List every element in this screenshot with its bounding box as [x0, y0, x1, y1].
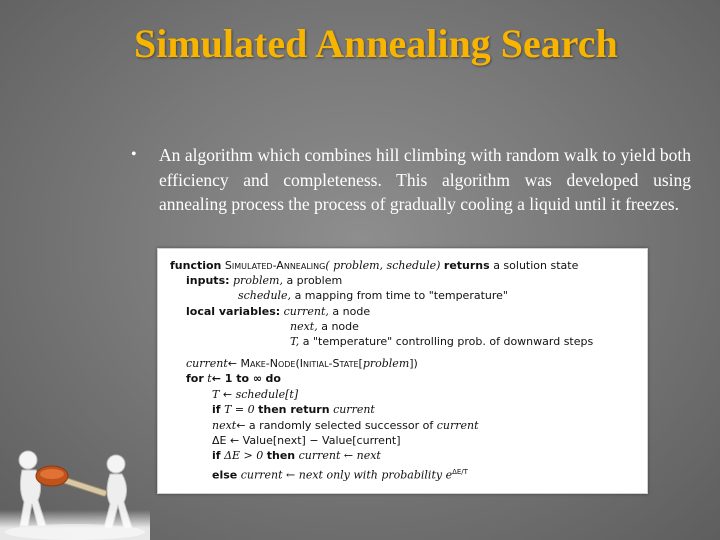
bullet-text: An algorithm which combines hill climbing with random walk to yield both efficiency and completeness. This algorithm was developed using annealing process the process of gradually cooling a liquid until it freezes. — [159, 145, 691, 214]
bullet-icon: • — [131, 146, 137, 163]
algo-line-10: if T = 0 then return current — [212, 403, 375, 416]
algo-line-6: T, a "temperature" controlling prob. of downward steps — [290, 335, 594, 348]
algo-line-12: ΔE ← Value[next] − Value[current] — [212, 434, 401, 447]
bullet-point — [131, 143, 691, 217]
algo-line-11: next← a randomly selected successor of current — [212, 419, 479, 432]
algorithm-pseudocode-image — [157, 248, 648, 494]
slide-title: Simulated Annealing Search — [134, 21, 618, 66]
algo-line-1: function Simulated-Annealing( problem, schedule) returns a solution state — [170, 259, 579, 272]
algo-line-4: local variables: current, a node — [186, 305, 371, 318]
algo-line-3: schedule, a mapping from time to "temperature" — [238, 289, 508, 302]
algo-line-13: if ΔE > 0 then current ← next — [212, 449, 381, 462]
algo-line-2: inputs: problem, a problem — [186, 274, 343, 287]
floor-shadow — [0, 510, 150, 540]
algo-line-9: T ← schedule[t] — [212, 388, 299, 401]
algo-line-14: else current ← next only with probability $e^{\Delta E/T}$ — [212, 468, 468, 482]
algo-line-8: for t← 1 to ∞ do — [186, 372, 281, 385]
algo-line-5: next, a node — [290, 320, 359, 333]
algo-line-7: current← Make-Node(Initial-State[problem]) — [186, 357, 418, 370]
